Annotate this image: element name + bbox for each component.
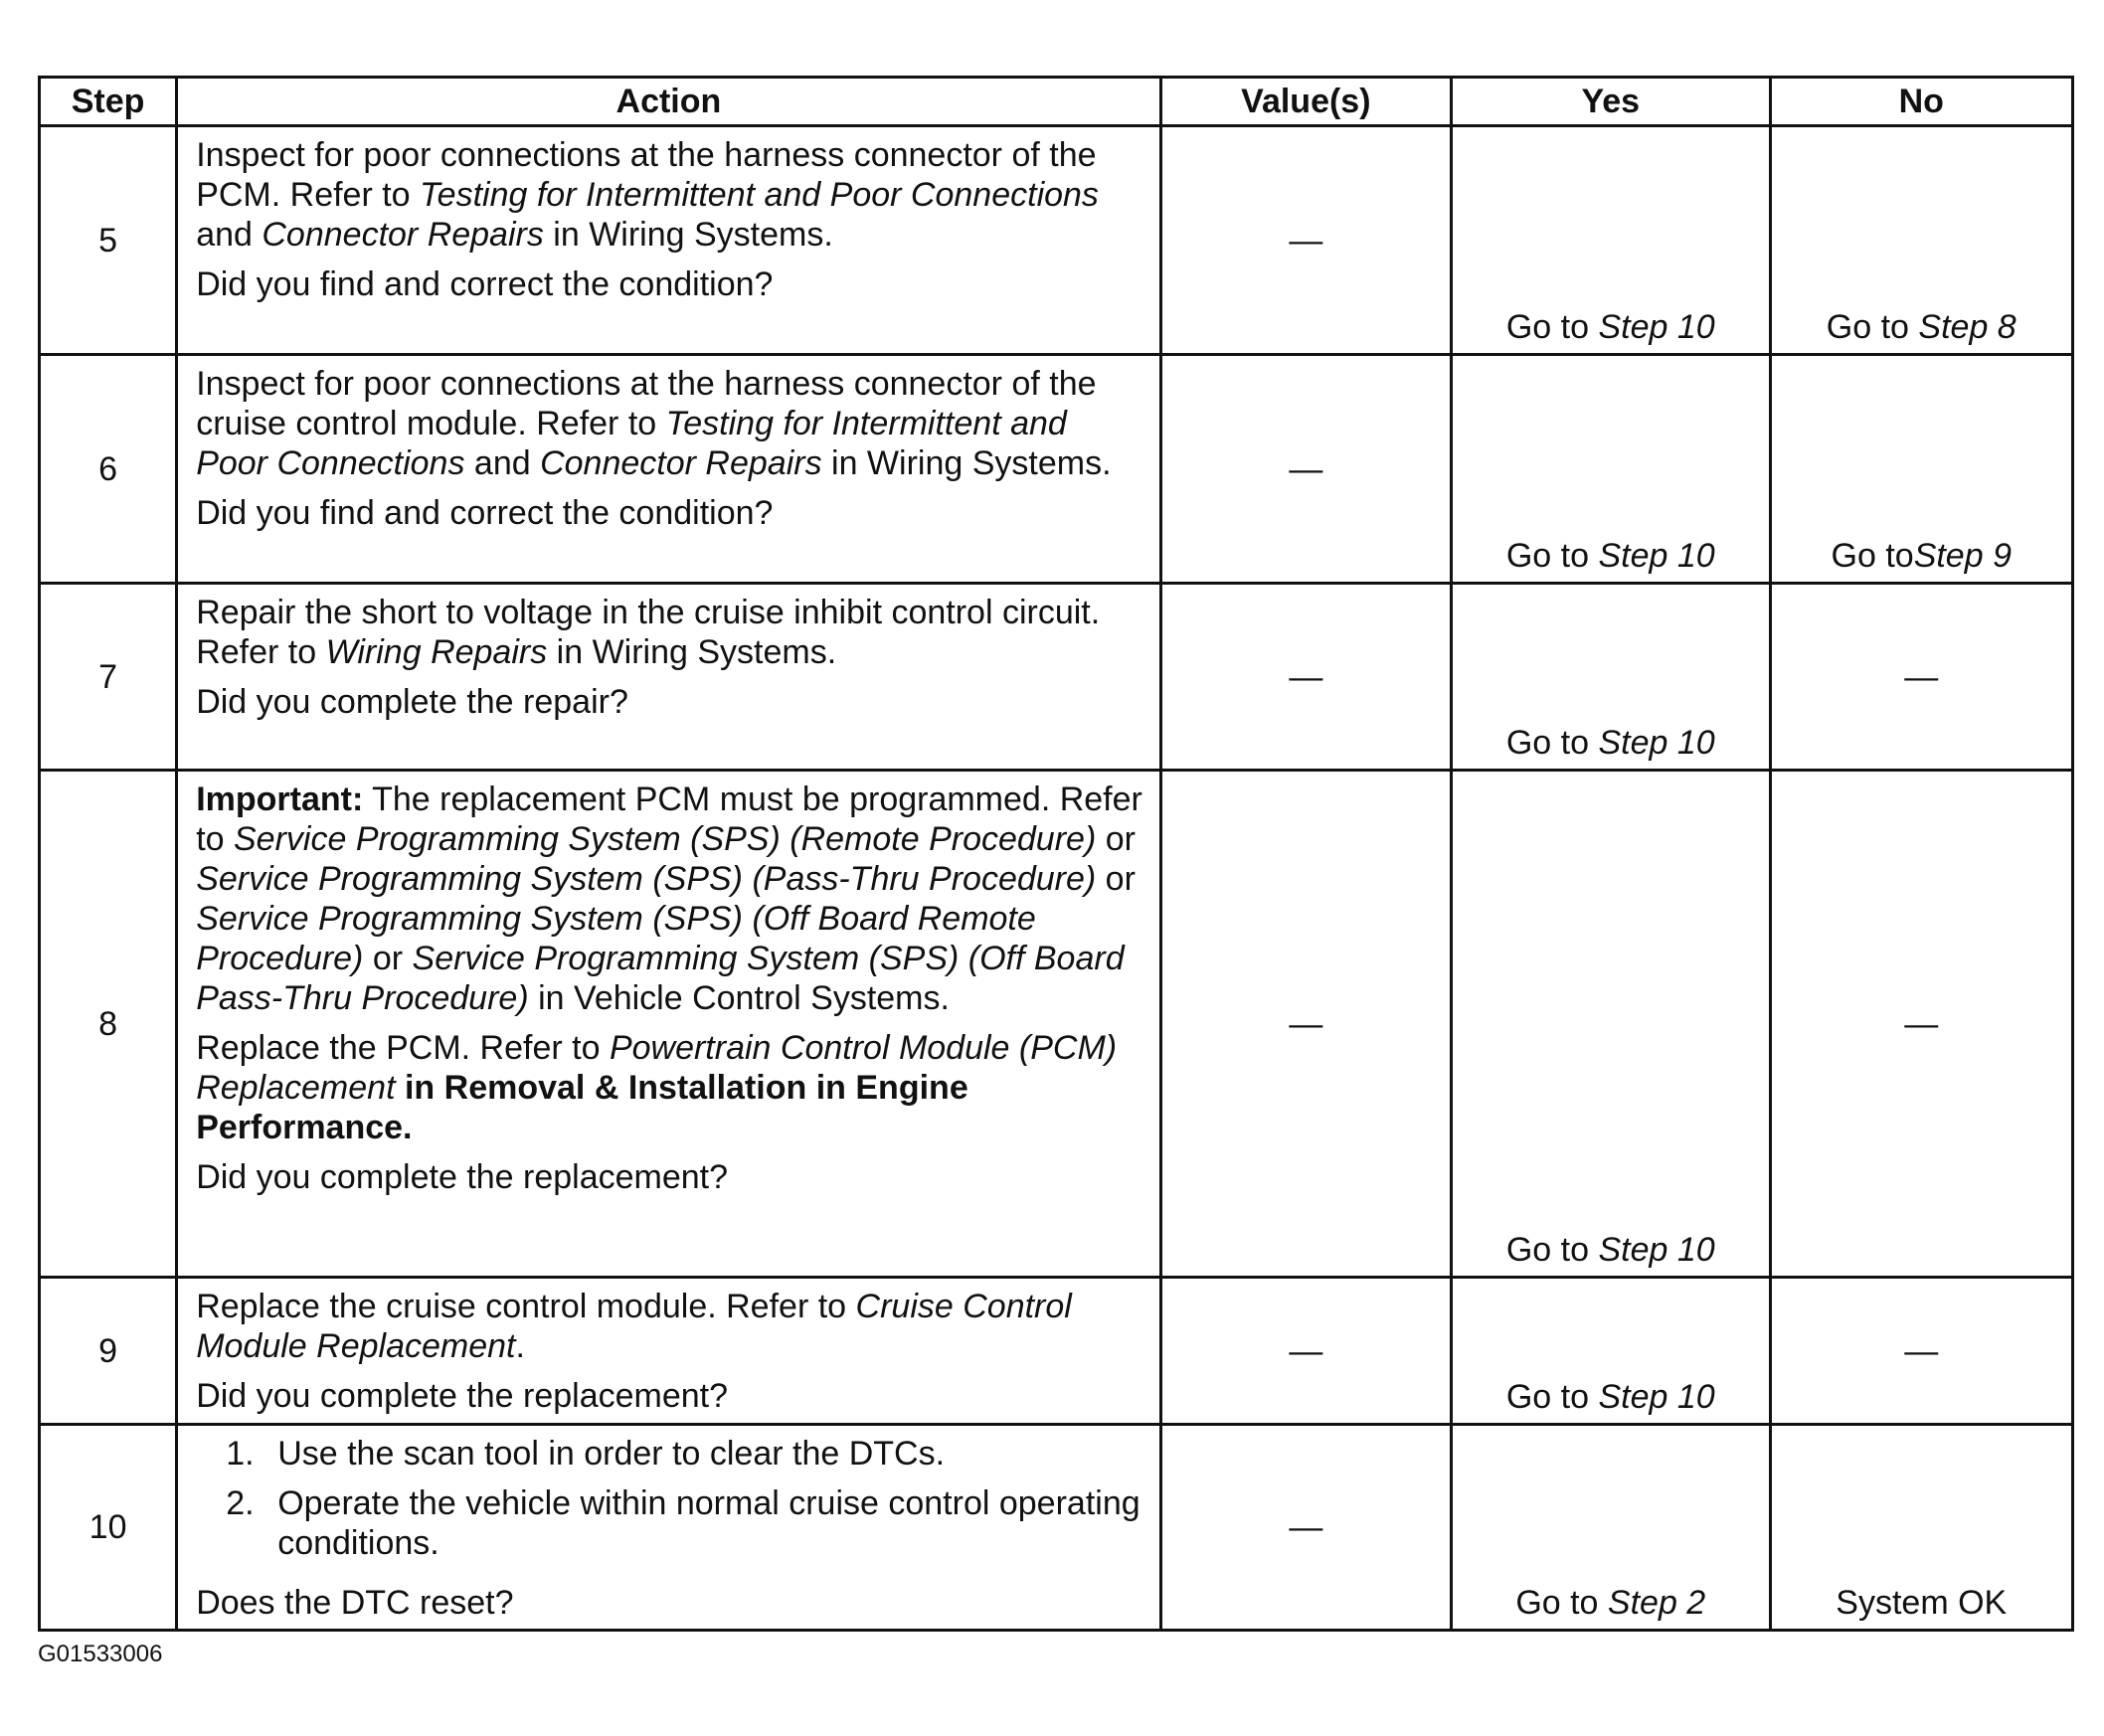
step-number: 9: [40, 1278, 177, 1425]
step-number: 5: [40, 126, 177, 355]
action-question: Does the DTC reset?: [196, 1584, 514, 1622]
goto-prefix: Go to: [1505, 724, 1599, 762]
action-cell: [177, 126, 1160, 355]
list-item-text: Operate the vehicle within normal cruise control operating conditions.: [277, 1484, 1140, 1562]
value-cell: —: [1160, 126, 1451, 355]
figure-id: G01533006: [38, 1641, 163, 1667]
action-text-run: in Wiring Systems.: [547, 633, 837, 671]
table-row: [40, 584, 2073, 771]
action-body: [196, 1434, 1142, 1573]
table-row: [40, 126, 2073, 355]
action-text-run: Inspect for poor connections at the harness connector of the PCM. Refer to: [196, 136, 1097, 214]
action-list: [196, 1434, 1142, 1563]
no-result: —: [1904, 1004, 1939, 1043]
yes-cell: [1452, 126, 1770, 355]
action-content: [196, 364, 1142, 533]
action-text-run: Repair the short to voltage in the cruise inhibit control circuit. Refer to: [196, 594, 1101, 671]
header-action: Action: [177, 78, 1160, 126]
action-text-run: Service Programming System (SPS) (Off Board Pass-Thru Procedure): [196, 940, 1125, 1017]
yes-result: [1453, 1230, 1768, 1270]
list-item-number: 1.: [226, 1435, 255, 1473]
step-number: 7: [40, 584, 177, 771]
no-cell: [1770, 584, 2072, 771]
action-content: [196, 135, 1142, 304]
action-text-run: and: [464, 444, 541, 482]
action-paragraph: [196, 593, 1142, 672]
action-text-run: Testing for Intermittent and Poor Connections: [420, 176, 1099, 214]
goto-prefix: Go to: [1831, 537, 1914, 575]
no-cell: [1770, 771, 2072, 1278]
action-text-run: Replace the PCM. Refer to: [196, 1029, 610, 1067]
goto-step-link[interactable]: Step 9: [1913, 537, 2012, 575]
goto-step-link[interactable]: Step 10: [1598, 724, 1715, 762]
value-cell: —: [1160, 584, 1451, 771]
table-row: [40, 1425, 2073, 1631]
action-text-run: Service Programming System (SPS) (Remote Procedure): [234, 820, 1097, 858]
action-text-run: The replacement PCM must be programmed. Refer to: [196, 781, 1142, 858]
action-content: [196, 1287, 1142, 1416]
no-result: [1772, 1583, 2071, 1623]
header-step: Step: [40, 78, 177, 126]
yes-result: [1453, 1377, 1768, 1417]
list-item-text: Use the scan tool in order to clear the DTCs.: [277, 1435, 946, 1473]
header-yes: Yes: [1452, 78, 1770, 126]
action-text-run: Connector Repairs: [262, 216, 544, 254]
goto-prefix: Go to: [1826, 308, 1919, 346]
action-paragraph: [196, 1028, 1142, 1147]
yes-result: [1453, 723, 1768, 763]
action-question: Did you find and correct the condition?: [196, 494, 774, 532]
yes-result: [1453, 307, 1768, 347]
no-result: [1772, 307, 2071, 347]
value-cell: —: [1160, 1425, 1451, 1631]
value-cell: —: [1160, 771, 1451, 1278]
no-result: —: [1904, 657, 1939, 696]
no-cell: [1770, 126, 2072, 355]
action-cell: [177, 1278, 1160, 1425]
step-number: 6: [40, 355, 177, 584]
goto-step-link[interactable]: Step 10: [1598, 537, 1715, 575]
table-row: [40, 355, 2073, 584]
goto-prefix: Go to: [1515, 1584, 1608, 1622]
action-paragraph: [196, 135, 1142, 255]
goto-step-link[interactable]: Step 10: [1598, 1378, 1715, 1416]
goto-step-link[interactable]: Step 8: [1918, 308, 2016, 346]
yes-cell: [1452, 1278, 1770, 1425]
action-text-run: in Wiring Systems.: [821, 444, 1112, 482]
action-text-run: in Vehicle Control Systems.: [528, 979, 950, 1017]
yes-result: [1453, 1583, 1768, 1623]
goto-step-link[interactable]: Step 2: [1607, 1584, 1706, 1622]
action-text-run: in Wiring Systems.: [543, 216, 833, 254]
table-row: [40, 771, 2073, 1278]
step-number: 8: [40, 771, 177, 1278]
action-text-run: Testing for Intermittent and Poor Connections: [196, 405, 1067, 482]
action-text-run: or: [363, 940, 413, 977]
yes-cell: [1452, 1425, 1770, 1631]
header-no: No: [1770, 78, 2072, 126]
no-result: [1772, 536, 2071, 576]
action-text-run: and: [196, 216, 263, 254]
value-cell: —: [1160, 355, 1451, 584]
no-cell: [1770, 1425, 2072, 1631]
step-number: 10: [40, 1425, 177, 1631]
action-cell: [177, 355, 1160, 584]
action-text-run: Wiring Repairs: [325, 633, 548, 671]
no-result-text: System OK: [1836, 1584, 2008, 1622]
action-question: Did you complete the replacement?: [196, 1377, 729, 1415]
goto-prefix: Go to: [1505, 537, 1599, 575]
action-body: [196, 364, 1142, 483]
action-paragraph: [196, 1287, 1142, 1366]
yes-cell: [1452, 771, 1770, 1278]
action-cell: [177, 1425, 1160, 1631]
yes-cell: [1452, 355, 1770, 584]
no-result: —: [1904, 1331, 1939, 1370]
action-text-run: or: [1096, 820, 1136, 858]
action-text-run: Service Programming System (SPS) (Off Board Remote Procedure): [196, 900, 1036, 977]
table-row: [40, 1278, 2073, 1425]
yes-result: [1453, 536, 1768, 576]
action-text-run: or: [1096, 860, 1136, 898]
goto-prefix: Go to: [1505, 1231, 1599, 1269]
value-cell: —: [1160, 1278, 1451, 1425]
action-text-run: in Removal & Installation in Engine Performance.: [196, 1069, 968, 1146]
action-text-run: Cruise Control Module Replacement: [196, 1288, 1072, 1365]
action-text-run: Replace the cruise control module. Refer to: [196, 1288, 856, 1325]
goto-prefix: Go to: [1505, 1378, 1599, 1416]
action-body: [196, 780, 1142, 1147]
action-paragraph: [196, 780, 1142, 1018]
action-cell: [177, 771, 1160, 1278]
header-row: [40, 78, 2073, 126]
action-text-run: .: [515, 1327, 525, 1365]
action-content: [196, 780, 1142, 1197]
diagnostic-table-sheet: [38, 76, 2074, 1632]
action-question: Did you complete the repair?: [196, 683, 628, 721]
goto-step-link[interactable]: Step 10: [1598, 308, 1715, 346]
goto-step-link[interactable]: Step 10: [1598, 1231, 1715, 1269]
action-paragraph: [196, 364, 1142, 483]
list-item: [226, 1434, 1142, 1474]
action-text-run: Connector Repairs: [540, 444, 822, 482]
action-question: Did you find and correct the condition?: [196, 265, 774, 303]
diagnostic-table: [38, 76, 2074, 1632]
action-cell: [177, 584, 1160, 771]
action-text-run: Powertrain Control Module (PCM) Replacement: [196, 1029, 1118, 1107]
action-question: Did you complete the replacement?: [196, 1158, 729, 1196]
goto-prefix: Go to: [1505, 308, 1599, 346]
action-body: [196, 135, 1142, 255]
list-item: [226, 1483, 1142, 1563]
action-text-run: Inspect for poor connections at the harness connector of the cruise control module. Refer to: [196, 365, 1097, 442]
action-content: [196, 1434, 1142, 1623]
action-body: [196, 1287, 1142, 1366]
action-text-run: Important:: [196, 781, 364, 818]
no-cell: [1770, 355, 2072, 584]
yes-cell: [1452, 584, 1770, 771]
no-cell: [1770, 1278, 2072, 1425]
action-body: [196, 593, 1142, 672]
list-item-number: 2.: [226, 1484, 255, 1522]
header-values: Value(s): [1160, 78, 1451, 126]
action-content: [196, 593, 1142, 722]
action-text-run: Service Programming System (SPS) (Pass-Thru Procedure): [196, 860, 1097, 898]
